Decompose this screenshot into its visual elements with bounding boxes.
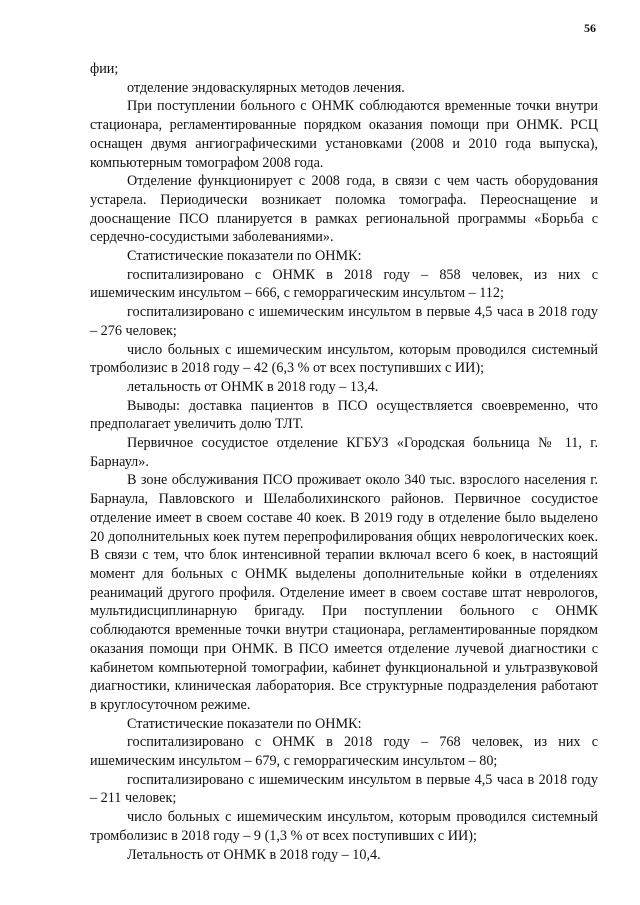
paragraph: госпитализировано с ОНМК в 2018 году – 858 человек, из них с ишемическим инсультом – 666, с геморрагическим инсультом – 112;: [90, 266, 598, 302]
document-body: [90, 60, 598, 864]
paragraph: В зоне обслуживания ПСО проживает около 340 тыс. взрослого населения г. Барнаула, Павловского и Шелаболихинского районов. Первичное сосудистое отделение имеет в своем составе 40 коек. В 2019 году в отделение было выделено 20 дополнительных коек путем перепрофилирования общих неврологических коек. В связи с тем, что блок интенсивной терапии включал всего 6 коек, в настоящий момент для больных с ОНМК выделены дополнительные койки в отделениях реанимаций другого профиля. Отделение имеет в своем составе штат неврологов, мультидисциплинарную бригаду. При поступлении больного с ОНМК соблюдаются временные точки внутри стационара, регламентированные порядком оказания помощи при ОНМК. В ПСО имеется отделение лучевой диагностики с кабинетом компьютерной томографии, кабинет функциональной и ультразвуковой диагностики, клиническая лаборатория. Все структурные подразделения работают в круглосуточном режиме.: [90, 472, 598, 713]
paragraph: госпитализировано с ишемическим инсультом в первые 4,5 часа в 2018 году – 211 человек;: [90, 771, 598, 807]
paragraph: фии;: [90, 61, 119, 77]
paragraph: Статистические показатели по ОНМК:: [127, 248, 362, 265]
paragraph: Выводы: доставка пациентов в ПСО осуществляется своевременно, что предполагает увеличить долю ТЛТ.: [90, 397, 598, 433]
paragraph: число больных с ишемическим инсультом, которым проводился системный тромболизис в 2018 году – 42 (6,3 % от всех поступивших с ИИ);: [90, 341, 598, 377]
paragraph: При поступлении больного с ОНМК соблюдаются временные точки внутри стационара, регламентированные порядком оказания помощи при ОНМК. РСЦ оснащен двумя ангиографическими установками (2008 и 2010 года выпуска), компьютерным томографом 2008 года.: [90, 98, 598, 171]
paragraph: Летальность от ОНМК в 2018 году – 10,4.: [127, 846, 381, 863]
paragraph: число больных с ишемическим инсультом, которым проводился системный тромболизис в 2018 году – 9 (1,3 % от всех поступивших с ИИ);: [90, 809, 598, 844]
paragraph: летальность от ОНМК в 2018 году – 13,4.: [127, 378, 379, 395]
paragraph: Первичное сосудистое отделение КГБУЗ «Городская больница № 11, г. Барнаул».: [90, 435, 598, 470]
page-number: 56: [584, 21, 596, 35]
paragraph: Отделение функционирует с 2008 года, в связи с чем часть оборудования устарела. Периодически возникает поломка томографа. Переоснащение и дооснащение ПСО планируется в рамках региональной программы «Борьба с сердечно-сосудистыми заболеваниями».: [90, 173, 598, 246]
paragraph: Статистические показатели по ОНМК:: [127, 715, 362, 732]
paragraph: госпитализировано с ишемическим инсультом в первые 4,5 часа в 2018 году – 276 человек;: [90, 304, 598, 339]
paragraph: отделение эндоваскулярных методов лечения.: [127, 79, 405, 96]
paragraph: госпитализировано с ОНМК в 2018 году – 768 человек, из них с ишемическим инсультом – 679, с геморрагическим инсультом – 80;: [90, 734, 598, 770]
